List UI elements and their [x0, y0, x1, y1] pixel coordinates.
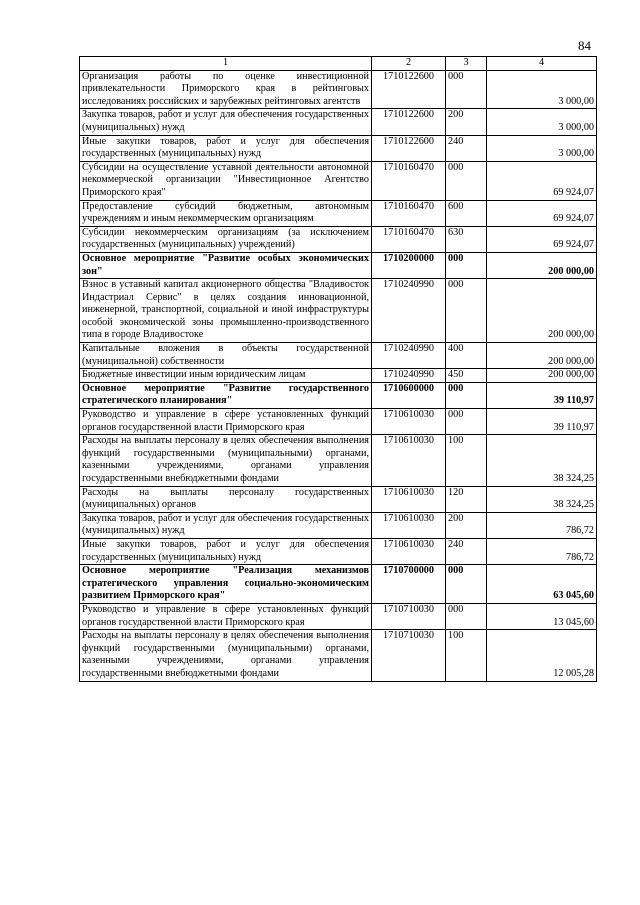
- row-expense-type-cell: 000: [446, 161, 487, 200]
- row-target-code-cell: 1710160470: [372, 200, 446, 226]
- row-expense-type-cell: 120: [446, 486, 487, 512]
- row-amount-cell: 3 000,00: [487, 109, 597, 135]
- row-expense-type-cell: 000: [446, 279, 487, 343]
- row-expense-type-cell: 000: [446, 70, 487, 109]
- table-header-row: [80, 57, 597, 71]
- row-target-code-cell: 1710160470: [372, 226, 446, 252]
- row-expense-type-cell: 000: [446, 252, 487, 278]
- row-expense-type-cell: 100: [446, 630, 487, 681]
- row-target-code-cell: 1710122600: [372, 109, 446, 135]
- row-name-cell: Руководство и управление в сфере установленных функций органов государственной власти Приморского края: [80, 603, 372, 629]
- row-name-cell: Закупка товаров, работ и услуг для обеспечения государственных (муниципальных) нужд: [80, 512, 372, 538]
- row-name-cell: Предоставление субсидий бюджетным, автономным учреждениям и иным некоммерческим организациям: [80, 200, 372, 226]
- row-target-code-cell: 1710700000: [372, 565, 446, 604]
- table-row: [80, 70, 597, 109]
- row-name-cell: Иные закупки товаров, работ и услуг для обеспечения государственных (муниципальных) нужд: [80, 135, 372, 161]
- row-amount-cell: 786,72: [487, 538, 597, 564]
- row-expense-type-cell: 200: [446, 512, 487, 538]
- row-name-cell: Основное мероприятие "Развитие особых экономических зон": [80, 252, 372, 278]
- table-row: [80, 409, 597, 435]
- row-target-code-cell: 1710200000: [372, 252, 446, 278]
- table-row: [80, 161, 597, 200]
- table-row: [80, 538, 597, 564]
- row-expense-type-cell: 240: [446, 135, 487, 161]
- row-amount-cell: 3 000,00: [487, 135, 597, 161]
- row-name-cell: Расходы на выплаты персоналу в целях обеспечения выполнения функций государственными (муниципальными) органами, казенными учреждениями, органами управления государственными внебюджетными фондами: [80, 630, 372, 681]
- row-amount-cell: 38 324,25: [487, 486, 597, 512]
- row-expense-type-cell: 000: [446, 603, 487, 629]
- table-row: [80, 603, 597, 629]
- table-row: [80, 252, 597, 278]
- column-header: 4: [487, 57, 597, 71]
- table-row: [80, 109, 597, 135]
- row-target-code-cell: 1710122600: [372, 70, 446, 109]
- table-row: [80, 343, 597, 369]
- row-target-code-cell: 1710240990: [372, 369, 446, 383]
- row-amount-cell: 13 045,60: [487, 603, 597, 629]
- row-amount-cell: 12 005,28: [487, 630, 597, 681]
- row-expense-type-cell: 200: [446, 109, 487, 135]
- row-expense-type-cell: 000: [446, 409, 487, 435]
- row-target-code-cell: 1710600000: [372, 382, 446, 408]
- row-name-cell: Иные закупки товаров, работ и услуг для обеспечения государственных (муниципальных) нужд: [80, 538, 372, 564]
- table-row: [80, 565, 597, 604]
- row-target-code-cell: 1710240990: [372, 343, 446, 369]
- column-header: 1: [80, 57, 372, 71]
- row-expense-type-cell: 000: [446, 565, 487, 604]
- row-expense-type-cell: 600: [446, 200, 487, 226]
- row-expense-type-cell: 630: [446, 226, 487, 252]
- page-number: 84: [578, 38, 591, 53]
- row-amount-cell: 69 924,07: [487, 226, 597, 252]
- budget-table: [79, 56, 597, 682]
- row-name-cell: Руководство и управление в сфере установленных функций органов государственной власти Приморского края: [80, 409, 372, 435]
- row-expense-type-cell: 000: [446, 382, 487, 408]
- row-name-cell: Основное мероприятие "Развитие государственного стратегического планирования": [80, 382, 372, 408]
- row-name-cell: Бюджетные инвестиции иным юридическим лицам: [80, 369, 372, 383]
- table-row: [80, 486, 597, 512]
- row-expense-type-cell: 450: [446, 369, 487, 383]
- table-row: [80, 382, 597, 408]
- row-name-cell: Основное мероприятие "Реализация механизмов стратегического управления социально-экономическим развитием Приморского края": [80, 565, 372, 604]
- row-amount-cell: 200 000,00: [487, 279, 597, 343]
- table-row: [80, 135, 597, 161]
- row-target-code-cell: 1710160470: [372, 161, 446, 200]
- row-amount-cell: 39 110,97: [487, 382, 597, 408]
- row-name-cell: Организация работы по оценке инвестиционной привлекательности Приморского края в рейтинговых исследованиях российских и зарубежных рейтинговых агентств: [80, 70, 372, 109]
- row-amount-cell: 3 000,00: [487, 70, 597, 109]
- row-expense-type-cell: 100: [446, 435, 487, 486]
- row-name-cell: Расходы на выплаты персоналу государственных (муниципальных) органов: [80, 486, 372, 512]
- table-row: [80, 369, 597, 383]
- row-target-code-cell: 1710122600: [372, 135, 446, 161]
- column-header: 2: [372, 57, 446, 71]
- row-amount-cell: 69 924,07: [487, 200, 597, 226]
- row-name-cell: Субсидии некоммерческим организациям (за исключением государственных (муниципальных) учреждений): [80, 226, 372, 252]
- row-target-code-cell: 1710240990: [372, 279, 446, 343]
- row-name-cell: Закупка товаров, работ и услуг для обеспечения государственных (муниципальных) нужд: [80, 109, 372, 135]
- row-expense-type-cell: 240: [446, 538, 487, 564]
- row-target-code-cell: 1710610030: [372, 512, 446, 538]
- row-amount-cell: 69 924,07: [487, 161, 597, 200]
- row-amount-cell: 63 045,60: [487, 565, 597, 604]
- table-row: [80, 279, 597, 343]
- row-target-code-cell: 1710710030: [372, 603, 446, 629]
- table-row: [80, 226, 597, 252]
- row-amount-cell: 200 000,00: [487, 252, 597, 278]
- row-name-cell: Взнос в уставный капитал акционерного общества "Владивосток Индастриал Сервис" в целях создания инновационной, инженерной, транспортной, социальной и иной инфраструктуры особой экономической зоны промышленно-производственного типа в городе Владивостоке: [80, 279, 372, 343]
- row-amount-cell: 39 110,97: [487, 409, 597, 435]
- table-row: [80, 435, 597, 486]
- column-header: 3: [446, 57, 487, 71]
- table-row: [80, 630, 597, 681]
- row-amount-cell: 200 000,00: [487, 369, 597, 383]
- row-amount-cell: 38 324,25: [487, 435, 597, 486]
- row-target-code-cell: 1710610030: [372, 409, 446, 435]
- row-expense-type-cell: 400: [446, 343, 487, 369]
- row-name-cell: Субсидии на осуществление уставной деятельности автономной некоммерческой организации "Инвестиционное Агентство Приморского края": [80, 161, 372, 200]
- row-target-code-cell: 1710610030: [372, 435, 446, 486]
- row-name-cell: Капитальные вложения в объекты государственной (муниципальной) собственности: [80, 343, 372, 369]
- row-target-code-cell: 1710610030: [372, 538, 446, 564]
- table-row: [80, 512, 597, 538]
- row-amount-cell: 786,72: [487, 512, 597, 538]
- row-target-code-cell: 1710610030: [372, 486, 446, 512]
- table-row: [80, 200, 597, 226]
- row-amount-cell: 200 000,00: [487, 343, 597, 369]
- row-name-cell: Расходы на выплаты персоналу в целях обеспечения выполнения функций государственными (муниципальными) органами, казенными учреждениями, органами управления государственными внебюджетными фондами: [80, 435, 372, 486]
- row-target-code-cell: 1710710030: [372, 630, 446, 681]
